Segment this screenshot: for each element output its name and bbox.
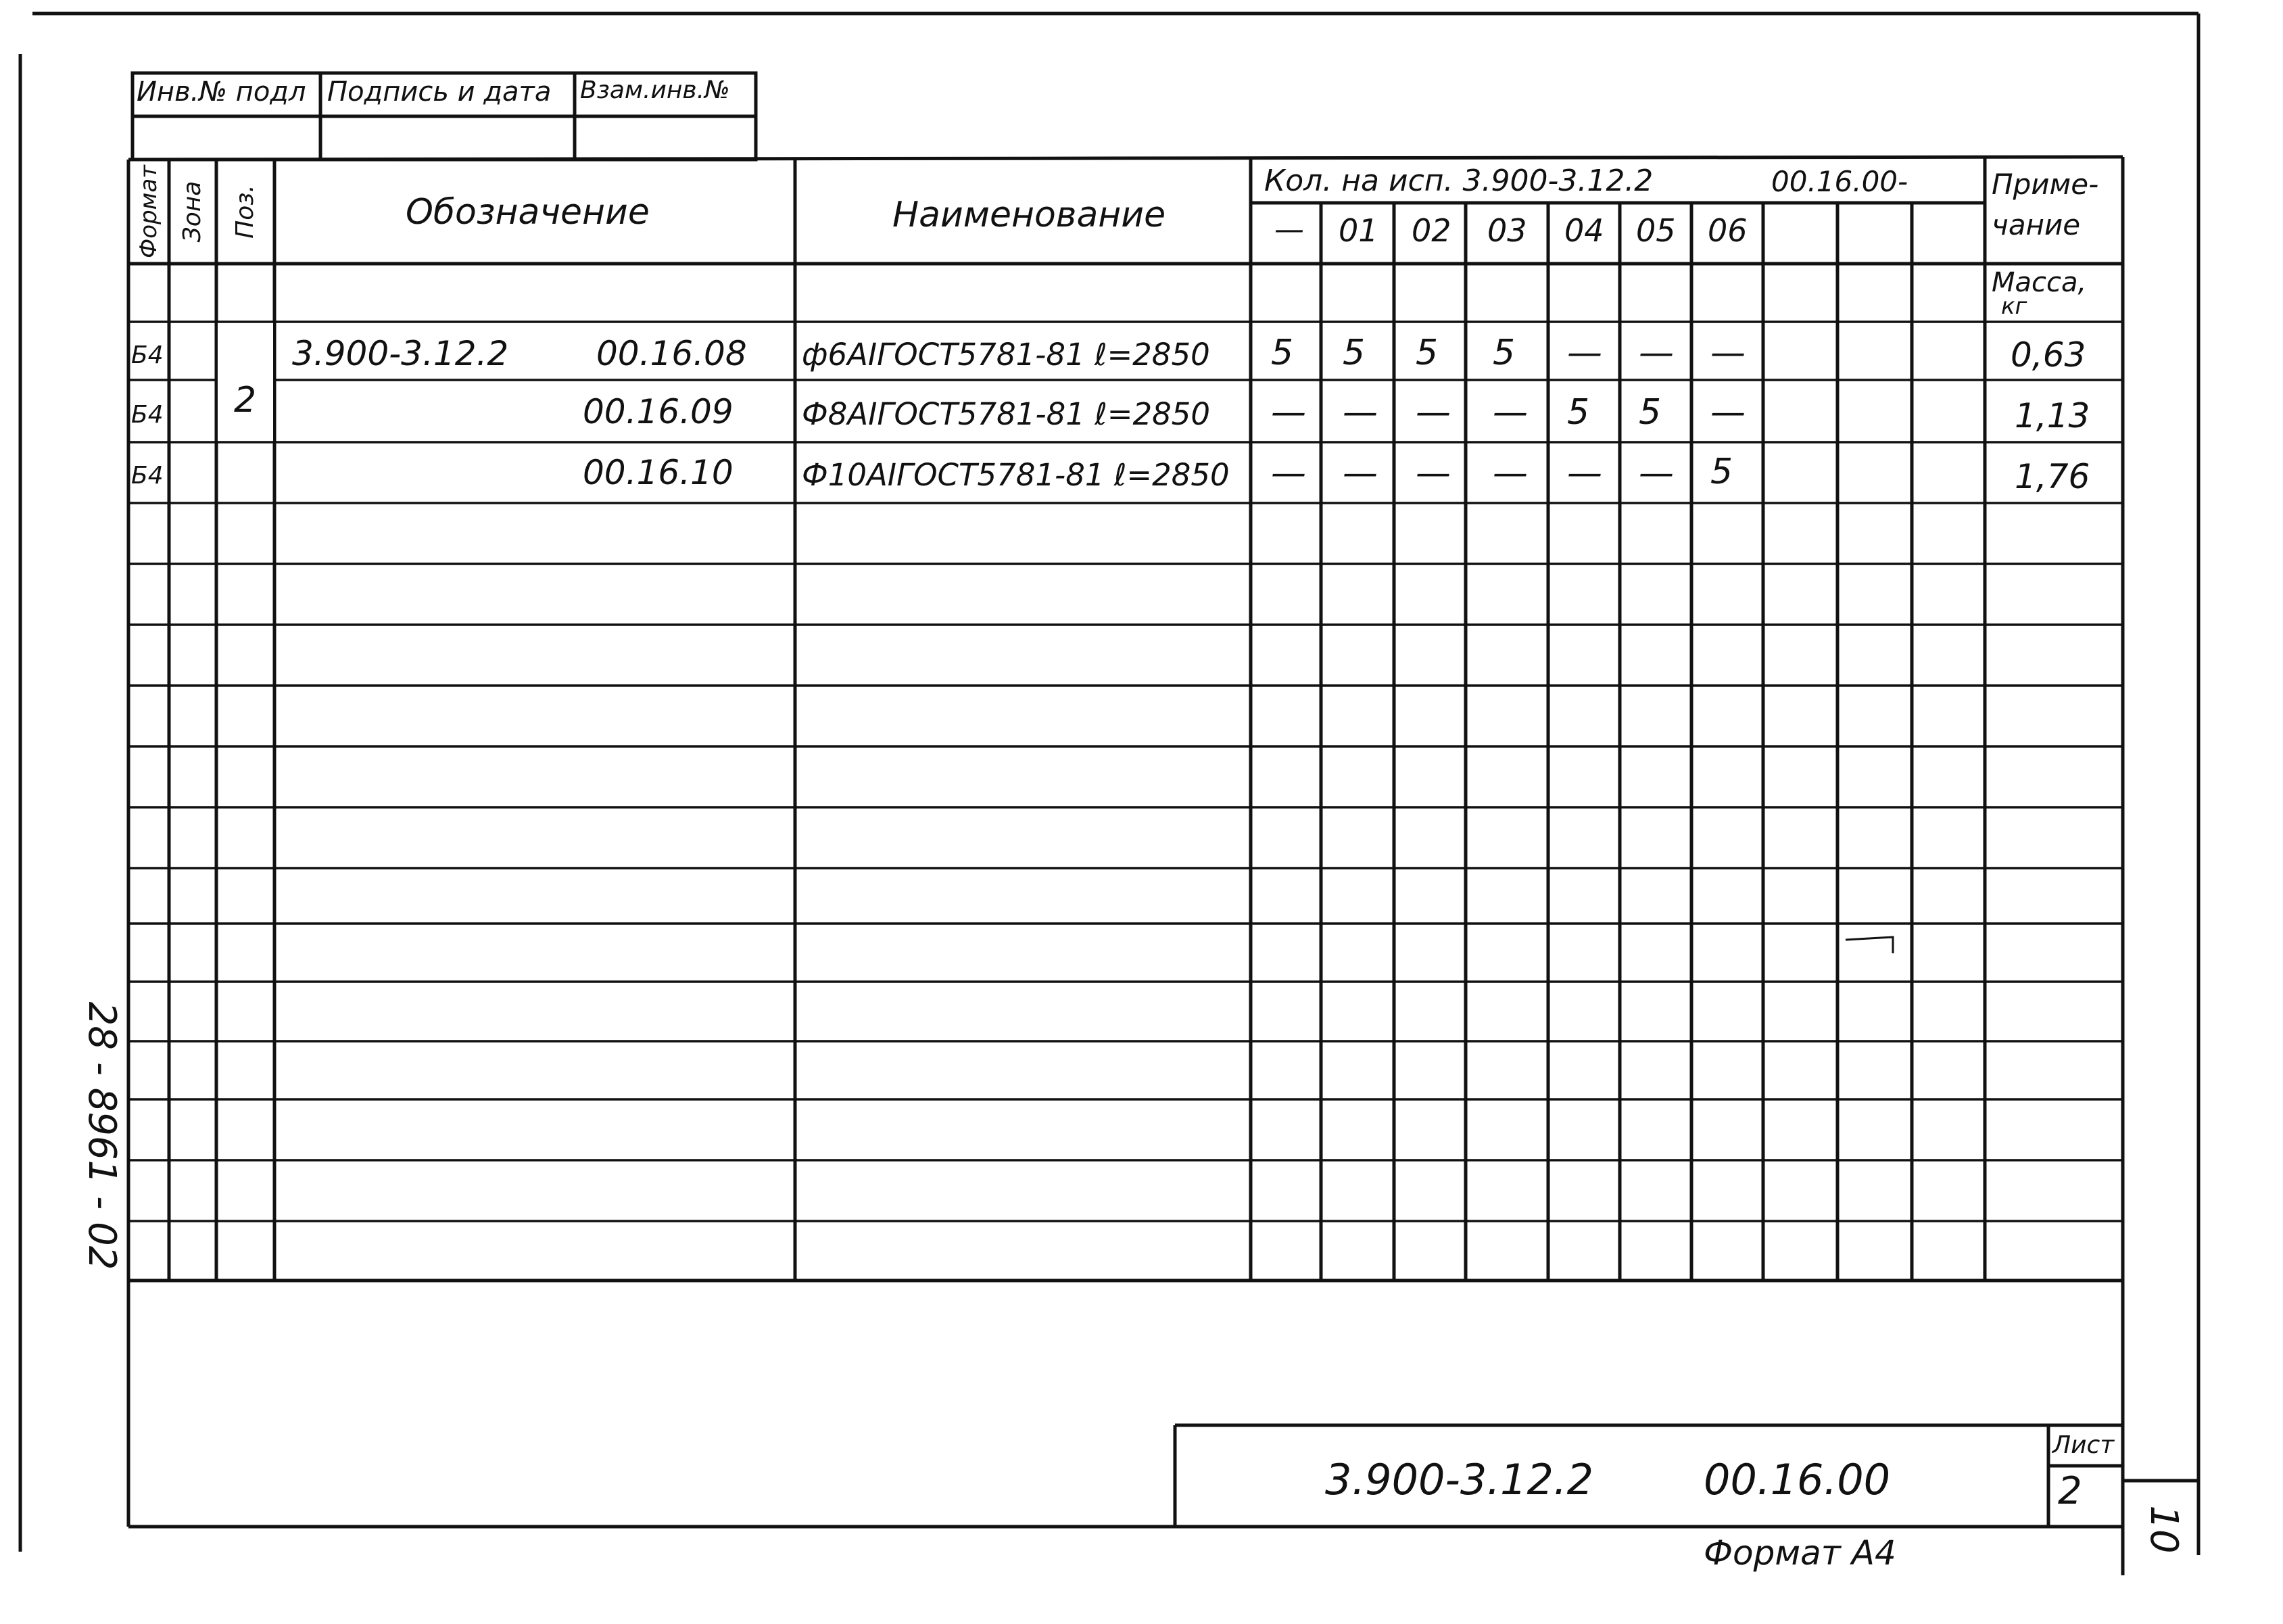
header-note-line2: чание	[1992, 208, 2081, 241]
row2-qty-05: 5	[1639, 392, 1662, 433]
header-mass-line1: Масса,	[1992, 267, 2087, 298]
row3-format: Б4	[131, 462, 164, 489]
header-designation: Обозначение	[406, 192, 650, 233]
row1-qty-03: 5	[1493, 333, 1516, 373]
header-pos: Поз.	[231, 185, 259, 239]
row1-format: Б4	[131, 341, 164, 369]
stamp-header-replaced-inv: Взам.инв.№	[580, 76, 730, 104]
row1-pos: 2	[234, 380, 257, 421]
row1-name: ф6АIГОСТ5781-81 ℓ=2850	[802, 337, 1210, 373]
row2-qty-04: 5	[1567, 392, 1590, 433]
stamp-header-signature-date: Подпись и дата	[327, 76, 552, 108]
row1-mass: 0,63	[2011, 335, 2086, 375]
row2-name: Ф8АIГОСТ5781-81 ℓ=2850	[802, 396, 1210, 432]
format-label: Формат А4	[1704, 1533, 1896, 1573]
row3-qty-03: —	[1493, 453, 1528, 494]
row1-qty-02: 5	[1416, 333, 1439, 373]
header-variant-base: —	[1274, 212, 1304, 247]
row1-qty-base: 5	[1271, 333, 1294, 373]
row3-qty-base: —	[1271, 453, 1306, 494]
row3-qty-02: —	[1416, 453, 1451, 494]
row2-qty-02: —	[1416, 392, 1451, 433]
row3-code: 00.16.10	[583, 453, 734, 492]
row1-doc: 3.900-3.12.2	[292, 334, 509, 373]
header-mass-line2: кг	[2001, 293, 2027, 320]
header-variant-05: 05	[1636, 212, 1676, 249]
stamp-header-inv-number: Инв.№ подл	[137, 76, 306, 108]
header-qty-code: 00.16.00-	[1771, 165, 1908, 198]
row3-qty-06: 5	[1710, 452, 1733, 492]
row2-qty-01: —	[1343, 392, 1378, 433]
row3-qty-01: —	[1343, 453, 1378, 494]
header-variant-04: 04	[1564, 212, 1604, 249]
corner-number: 10	[2142, 1505, 2186, 1554]
row3-qty-05: —	[1639, 453, 1674, 494]
row3-name: Ф10АIГОСТ5781-81 ℓ=2850	[802, 457, 1230, 493]
row1-qty-05: —	[1639, 333, 1674, 373]
row1-qty-04: —	[1567, 333, 1602, 373]
row2-qty-base: —	[1271, 392, 1306, 433]
title-doc-code: 00.16.00	[1704, 1455, 1891, 1504]
header-name: Наименование	[892, 195, 1166, 235]
row2-code: 00.16.09	[583, 392, 734, 431]
title-sheet-number: 2	[2058, 1469, 2082, 1513]
title-doc-number: 3.900-3.12.2	[1325, 1455, 1594, 1504]
row1-qty-06: —	[1710, 333, 1746, 373]
row2-qty-06: —	[1710, 392, 1746, 433]
title-sheet-label: Лист	[2052, 1431, 2115, 1459]
row3-qty-04: —	[1567, 453, 1602, 494]
row1-qty-01: 5	[1343, 333, 1366, 373]
header-variant-01: 01	[1339, 212, 1378, 249]
header-variant-02: 02	[1412, 212, 1451, 249]
row2-qty-03: —	[1493, 392, 1528, 433]
header-variant-03: 03	[1487, 212, 1527, 249]
row2-mass: 1,13	[2015, 396, 2090, 435]
row1-code: 00.16.08	[596, 334, 747, 373]
header-zone: Зона	[178, 181, 206, 243]
row3-mass: 1,76	[2015, 457, 2090, 496]
side-code: 28 - 8961 - 02	[80, 1001, 124, 1270]
header-note-line1: Приме-	[1992, 168, 2099, 201]
row2-format: Б4	[131, 401, 164, 429]
header-variant-06: 06	[1708, 212, 1748, 249]
header-format: Формат	[135, 165, 162, 258]
header-qty-title: Кол. на исп. 3.900-3.12.2	[1264, 164, 1654, 198]
